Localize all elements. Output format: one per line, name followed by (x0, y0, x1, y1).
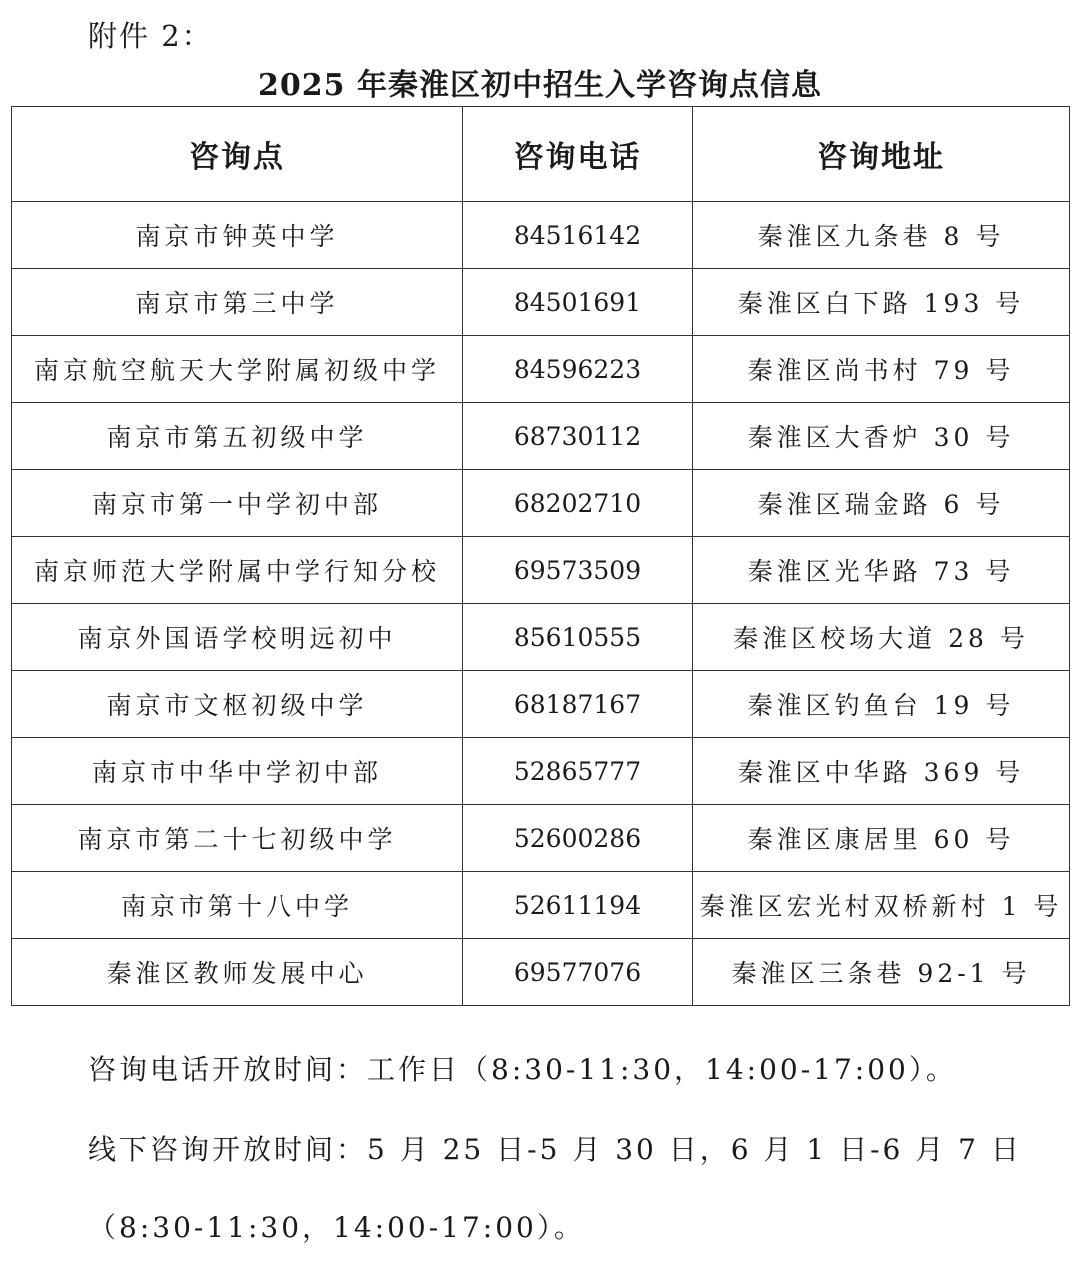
point-cell: 南京市第二十七初级中学 (12, 805, 463, 872)
point-cell: 南京师范大学附属中学行知分校 (12, 537, 463, 604)
point-cell: 南京航空航天大学附属初级中学 (12, 336, 463, 403)
point-cell: 南京市钟英中学 (12, 202, 463, 269)
table-row (12, 872, 1070, 939)
phone-hours-note: 咨询电话开放时间：工作日（8:30-11:30，14:00-17:00）。 (88, 1053, 957, 1086)
table-row (12, 537, 1070, 604)
phone-cell: 52865777 (463, 738, 693, 805)
phone-cell: 84596223 (463, 336, 693, 403)
point-cell: 秦淮区教师发展中心 (12, 939, 463, 1006)
table-row (12, 202, 1070, 269)
table-header-row (12, 107, 1070, 202)
point-cell: 南京市中华中学初中部 (12, 738, 463, 805)
table-row (12, 738, 1070, 805)
table-row (12, 336, 1070, 403)
address-cell: 秦淮区中华路 369 号 (693, 738, 1070, 805)
phone-cell: 68187167 (463, 671, 693, 738)
table-row (12, 939, 1070, 1006)
table-row (12, 604, 1070, 671)
phone-cell: 52600286 (463, 805, 693, 872)
header-consultation-phone: 咨询电话 (463, 107, 693, 202)
address-cell: 秦淮区九条巷 8 号 (693, 202, 1070, 269)
phone-cell: 68730112 (463, 403, 693, 470)
table-row (12, 805, 1070, 872)
point-cell: 南京市第十八中学 (12, 872, 463, 939)
address-cell: 秦淮区尚书村 79 号 (693, 336, 1070, 403)
address-cell: 秦淮区瑞金路 6 号 (693, 470, 1070, 537)
table-row (12, 269, 1070, 336)
point-cell: 南京市文枢初级中学 (12, 671, 463, 738)
header-consultation-point: 咨询点 (12, 107, 463, 202)
phone-cell: 69573509 (463, 537, 693, 604)
address-cell: 秦淮区大香炉 30 号 (693, 403, 1070, 470)
phone-cell: 85610555 (463, 604, 693, 671)
point-cell: 南京外国语学校明远初中 (12, 604, 463, 671)
table-row (12, 470, 1070, 537)
offline-hours-note: 线下咨询开放时间：5 月 25 日-5 月 30 日，6 月 1 日-6 月 7 日 (88, 1133, 1022, 1166)
address-cell: 秦淮区三条巷 92-1 号 (693, 939, 1070, 1006)
consultation-table (11, 106, 1070, 1006)
phone-cell: 84516142 (463, 202, 693, 269)
offline-hours-times-note: （8:30-11:30，14:00-17:00）。 (88, 1211, 585, 1244)
phone-cell: 69577076 (463, 939, 693, 1006)
address-cell: 秦淮区白下路 193 号 (693, 269, 1070, 336)
document-title: 2025 年秦淮区初中招生入学咨询点信息 (258, 68, 822, 103)
header-consultation-address: 咨询地址 (693, 107, 1070, 202)
table-row (12, 671, 1070, 738)
point-cell: 南京市第三中学 (12, 269, 463, 336)
address-cell: 秦淮区校场大道 28 号 (693, 604, 1070, 671)
address-cell: 秦淮区光华路 73 号 (693, 537, 1070, 604)
address-cell: 秦淮区康居里 60 号 (693, 805, 1070, 872)
phone-cell: 52611194 (463, 872, 693, 939)
point-cell: 南京市第五初级中学 (12, 403, 463, 470)
table-row (12, 403, 1070, 470)
address-cell: 秦淮区宏光村双桥新村 1 号 (693, 872, 1070, 939)
address-cell: 秦淮区钓鱼台 19 号 (693, 671, 1070, 738)
phone-cell: 84501691 (463, 269, 693, 336)
attachment-label: 附件 2： (88, 19, 213, 53)
phone-cell: 68202710 (463, 470, 693, 537)
point-cell: 南京市第一中学初中部 (12, 470, 463, 537)
